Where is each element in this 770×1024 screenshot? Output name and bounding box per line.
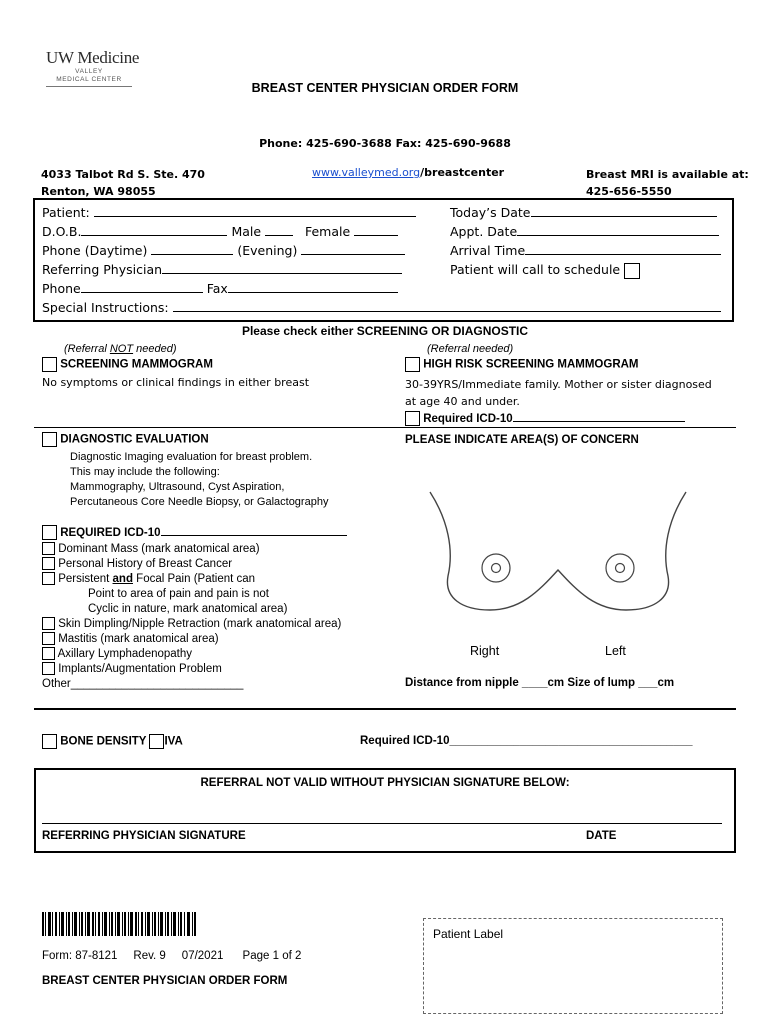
dob-label: D.O.B.: [42, 224, 82, 239]
logo-subline-2: MEDICAL CENTER: [56, 76, 122, 83]
skin-dimpling-checkbox[interactable]: [42, 617, 55, 630]
mri-info: [586, 166, 749, 200]
right-label: Right: [470, 644, 500, 658]
skin-dimpling-label: Skin Dimpling/Nipple Retraction (mark anatomical area): [58, 618, 342, 630]
form-number: Form: 87-8121: [42, 950, 118, 962]
arrival-time-field[interactable]: [525, 243, 721, 255]
mri-line-1: Breast MRI is available at:: [586, 168, 749, 181]
distance-size-fields[interactable]: Distance from nipple ____cm Size of lump ___cm: [405, 677, 675, 689]
todays-date-field[interactable]: [531, 205, 717, 217]
bone-density-checkbox[interactable]: [42, 734, 57, 749]
appt-date-label: Appt. Date: [450, 224, 518, 239]
list-item: [42, 557, 382, 572]
fax-label: Fax: [206, 281, 228, 296]
other-field[interactable]: Other___________________________: [42, 678, 244, 690]
implants-label: Implants/Augmentation Problem: [58, 663, 222, 675]
focal-pain-and: and: [112, 573, 133, 585]
diagnostic-icd-field[interactable]: [161, 524, 347, 536]
screening-referral-prefix: (Referral: [64, 343, 110, 355]
list-item: [42, 572, 382, 587]
form-title: BREAST CENTER PHYSICIAN ORDER FORM: [251, 81, 519, 95]
mri-line-2: 425-656-5550: [586, 185, 672, 198]
dob-field[interactable]: [81, 224, 227, 236]
left-areola: [606, 554, 634, 582]
screening-mammogram-checkbox[interactable]: [42, 357, 57, 372]
concern-heading: PLEASE INDICATE AREA(S) OF CONCERN: [405, 434, 639, 446]
high-risk-desc-1: 30-39YRS/Immediate family. Mother or sister diagnosed: [405, 378, 712, 391]
patient-name-field[interactable]: [94, 205, 416, 217]
high-risk-desc-2: at age 40 and under.: [405, 395, 520, 408]
screening-referral-suffix: needed): [133, 343, 177, 355]
focal-pain-prefix: Persistent: [58, 573, 113, 585]
address-line-2: Renton, WA 98055: [41, 185, 156, 198]
diagnostic-description: [70, 450, 328, 510]
diagnostic-evaluation-label: DIAGNOSTIC EVALUATION: [60, 433, 209, 446]
section-divider: [34, 708, 736, 710]
phone-daytime-label: Phone (Daytime): [42, 243, 148, 258]
high-risk-description: [405, 376, 712, 410]
address-block: [41, 166, 205, 200]
bone-density-label: BONE DENSITY: [60, 735, 147, 748]
female-label: Female: [304, 224, 351, 239]
screening-description: No symptoms or clinical findings in either breast: [42, 376, 310, 389]
phone-field[interactable]: [81, 281, 203, 293]
screening-referral-not: NOT: [109, 343, 134, 355]
check-heading: Please check either SCREENING OR DIAGNOSTIC: [241, 324, 529, 338]
diagnostic-desc-2: This may include the following:: [70, 466, 220, 478]
right-nipple: [492, 564, 501, 573]
focal-pain-line-2: Point to area of pain and pain is not: [88, 588, 269, 600]
iva-checkbox[interactable]: [149, 734, 164, 749]
high-risk-icd-checkbox[interactable]: [405, 411, 420, 426]
diagnostic-icd-checkbox[interactable]: [42, 525, 57, 540]
list-item: [42, 662, 382, 677]
contact-phone-fax: Phone: 425-690-3688 Fax: 425-690-9688: [259, 137, 511, 150]
signature-box: [34, 768, 736, 853]
will-call-label: Patient will call to schedule: [450, 262, 621, 277]
will-call-checkbox[interactable]: [624, 263, 640, 279]
special-instructions-label: Special Instructions:: [42, 300, 169, 315]
mastitis-checkbox[interactable]: [42, 632, 55, 645]
dominant-mass-label: Dominant Mass (mark anatomical area): [58, 543, 260, 555]
page-number: Page 1 of 2: [242, 950, 302, 962]
axillary-label: Axillary Lymphadenopathy: [57, 648, 193, 660]
high-risk-referral-note: (Referral needed): [427, 343, 514, 355]
appt-date-field[interactable]: [517, 224, 719, 236]
form-revision: Rev. 9: [133, 950, 166, 962]
footer-title: BREAST CENTER PHYSICIAN ORDER FORM: [42, 975, 288, 987]
signature-label: REFERRING PHYSICIAN SIGNATURE: [42, 830, 246, 842]
logo-wordmark: UW Medicine: [46, 48, 140, 67]
website: [312, 166, 504, 179]
breast-diagram[interactable]: [410, 480, 710, 630]
form-meta: [42, 950, 301, 962]
arrival-time-label: Arrival Time: [450, 243, 526, 258]
left-label: Left: [605, 644, 626, 658]
phone-evening-field[interactable]: [301, 243, 405, 255]
screening-mammogram-label: SCREENING MAMMOGRAM: [60, 358, 213, 371]
iva-label: IVA: [164, 735, 183, 748]
barcode: [42, 912, 196, 936]
todays-date-label: Today’s Date: [450, 205, 531, 220]
breast-outline: [430, 492, 686, 610]
implants-checkbox[interactable]: [42, 662, 55, 675]
section-divider: [34, 427, 736, 428]
axillary-checkbox[interactable]: [42, 647, 55, 660]
list-item: [42, 647, 382, 662]
dominant-mass-checkbox[interactable]: [42, 542, 55, 555]
diagnostic-desc-4: Percutaneous Core Needle Biopsy, or Galactography: [70, 496, 329, 508]
diagnostic-desc-1: Diagnostic Imaging evaluation for breast problem.: [70, 451, 313, 463]
high-risk-icd-field[interactable]: [513, 410, 685, 422]
high-risk-checkbox[interactable]: [405, 357, 420, 372]
male-field[interactable]: [265, 224, 293, 236]
diagnostic-evaluation-checkbox[interactable]: [42, 432, 57, 447]
date-label: DATE: [586, 830, 617, 842]
list-item: [42, 632, 382, 647]
screening-referral-note: [64, 342, 177, 357]
address-line-1: 4033 Talbot Rd S. Ste. 470: [41, 168, 205, 181]
list-item: [42, 542, 382, 557]
focal-pain-suffix: Focal Pain (Patient can: [132, 573, 256, 585]
female-field[interactable]: [354, 224, 398, 236]
high-risk-label: HIGH RISK SCREENING MAMMOGRAM: [423, 358, 639, 371]
mastitis-label: Mastitis (mark anatomical area): [58, 633, 219, 645]
referring-physician-field[interactable]: [162, 262, 402, 274]
left-nipple: [616, 564, 625, 573]
special-instructions-field[interactable]: [173, 300, 721, 312]
diagnostic-desc-3: Mammography, Ultrasound, Cyst Aspiration,: [70, 481, 285, 493]
phone-label: Phone: [42, 281, 81, 296]
phone-evening-label: (Evening): [237, 243, 298, 258]
focal-pain-checkbox[interactable]: [42, 572, 55, 585]
fax-field[interactable]: [228, 281, 398, 293]
referring-physician-label: Referring Physician: [42, 262, 163, 277]
bone-icd-field[interactable]: Required ICD-10______________________________________: [360, 735, 693, 747]
diagnostic-icd-label: REQUIRED ICD-10: [60, 527, 161, 539]
signature-line[interactable]: [42, 823, 722, 824]
male-label: Male: [231, 224, 262, 239]
high-risk-icd-label: Required ICD-10: [423, 413, 513, 425]
logo-subline-1: VALLEY: [75, 68, 103, 75]
phone-daytime-field[interactable]: [151, 243, 233, 255]
patient-info-box: [33, 198, 734, 322]
signature-notice: REFERRAL NOT VALID WITHOUT PHYSICIAN SIGNATURE BELOW:: [200, 777, 570, 789]
right-areola: [482, 554, 510, 582]
website-link[interactable]: www.valleymed.org: [312, 166, 421, 179]
website-suffix: /breastcenter: [420, 166, 505, 179]
history-label: Personal History of Breast Cancer: [58, 558, 233, 570]
patient-label: Patient:: [42, 205, 90, 220]
form-date: 07/2021: [181, 950, 224, 962]
patient-label-text: Patient Label: [433, 927, 504, 941]
history-checkbox[interactable]: [42, 557, 55, 570]
list-item: [42, 617, 382, 632]
focal-pain-line-3: Cyclic in nature, mark anatomical area): [88, 603, 288, 615]
patient-label-box[interactable]: [423, 918, 723, 1014]
